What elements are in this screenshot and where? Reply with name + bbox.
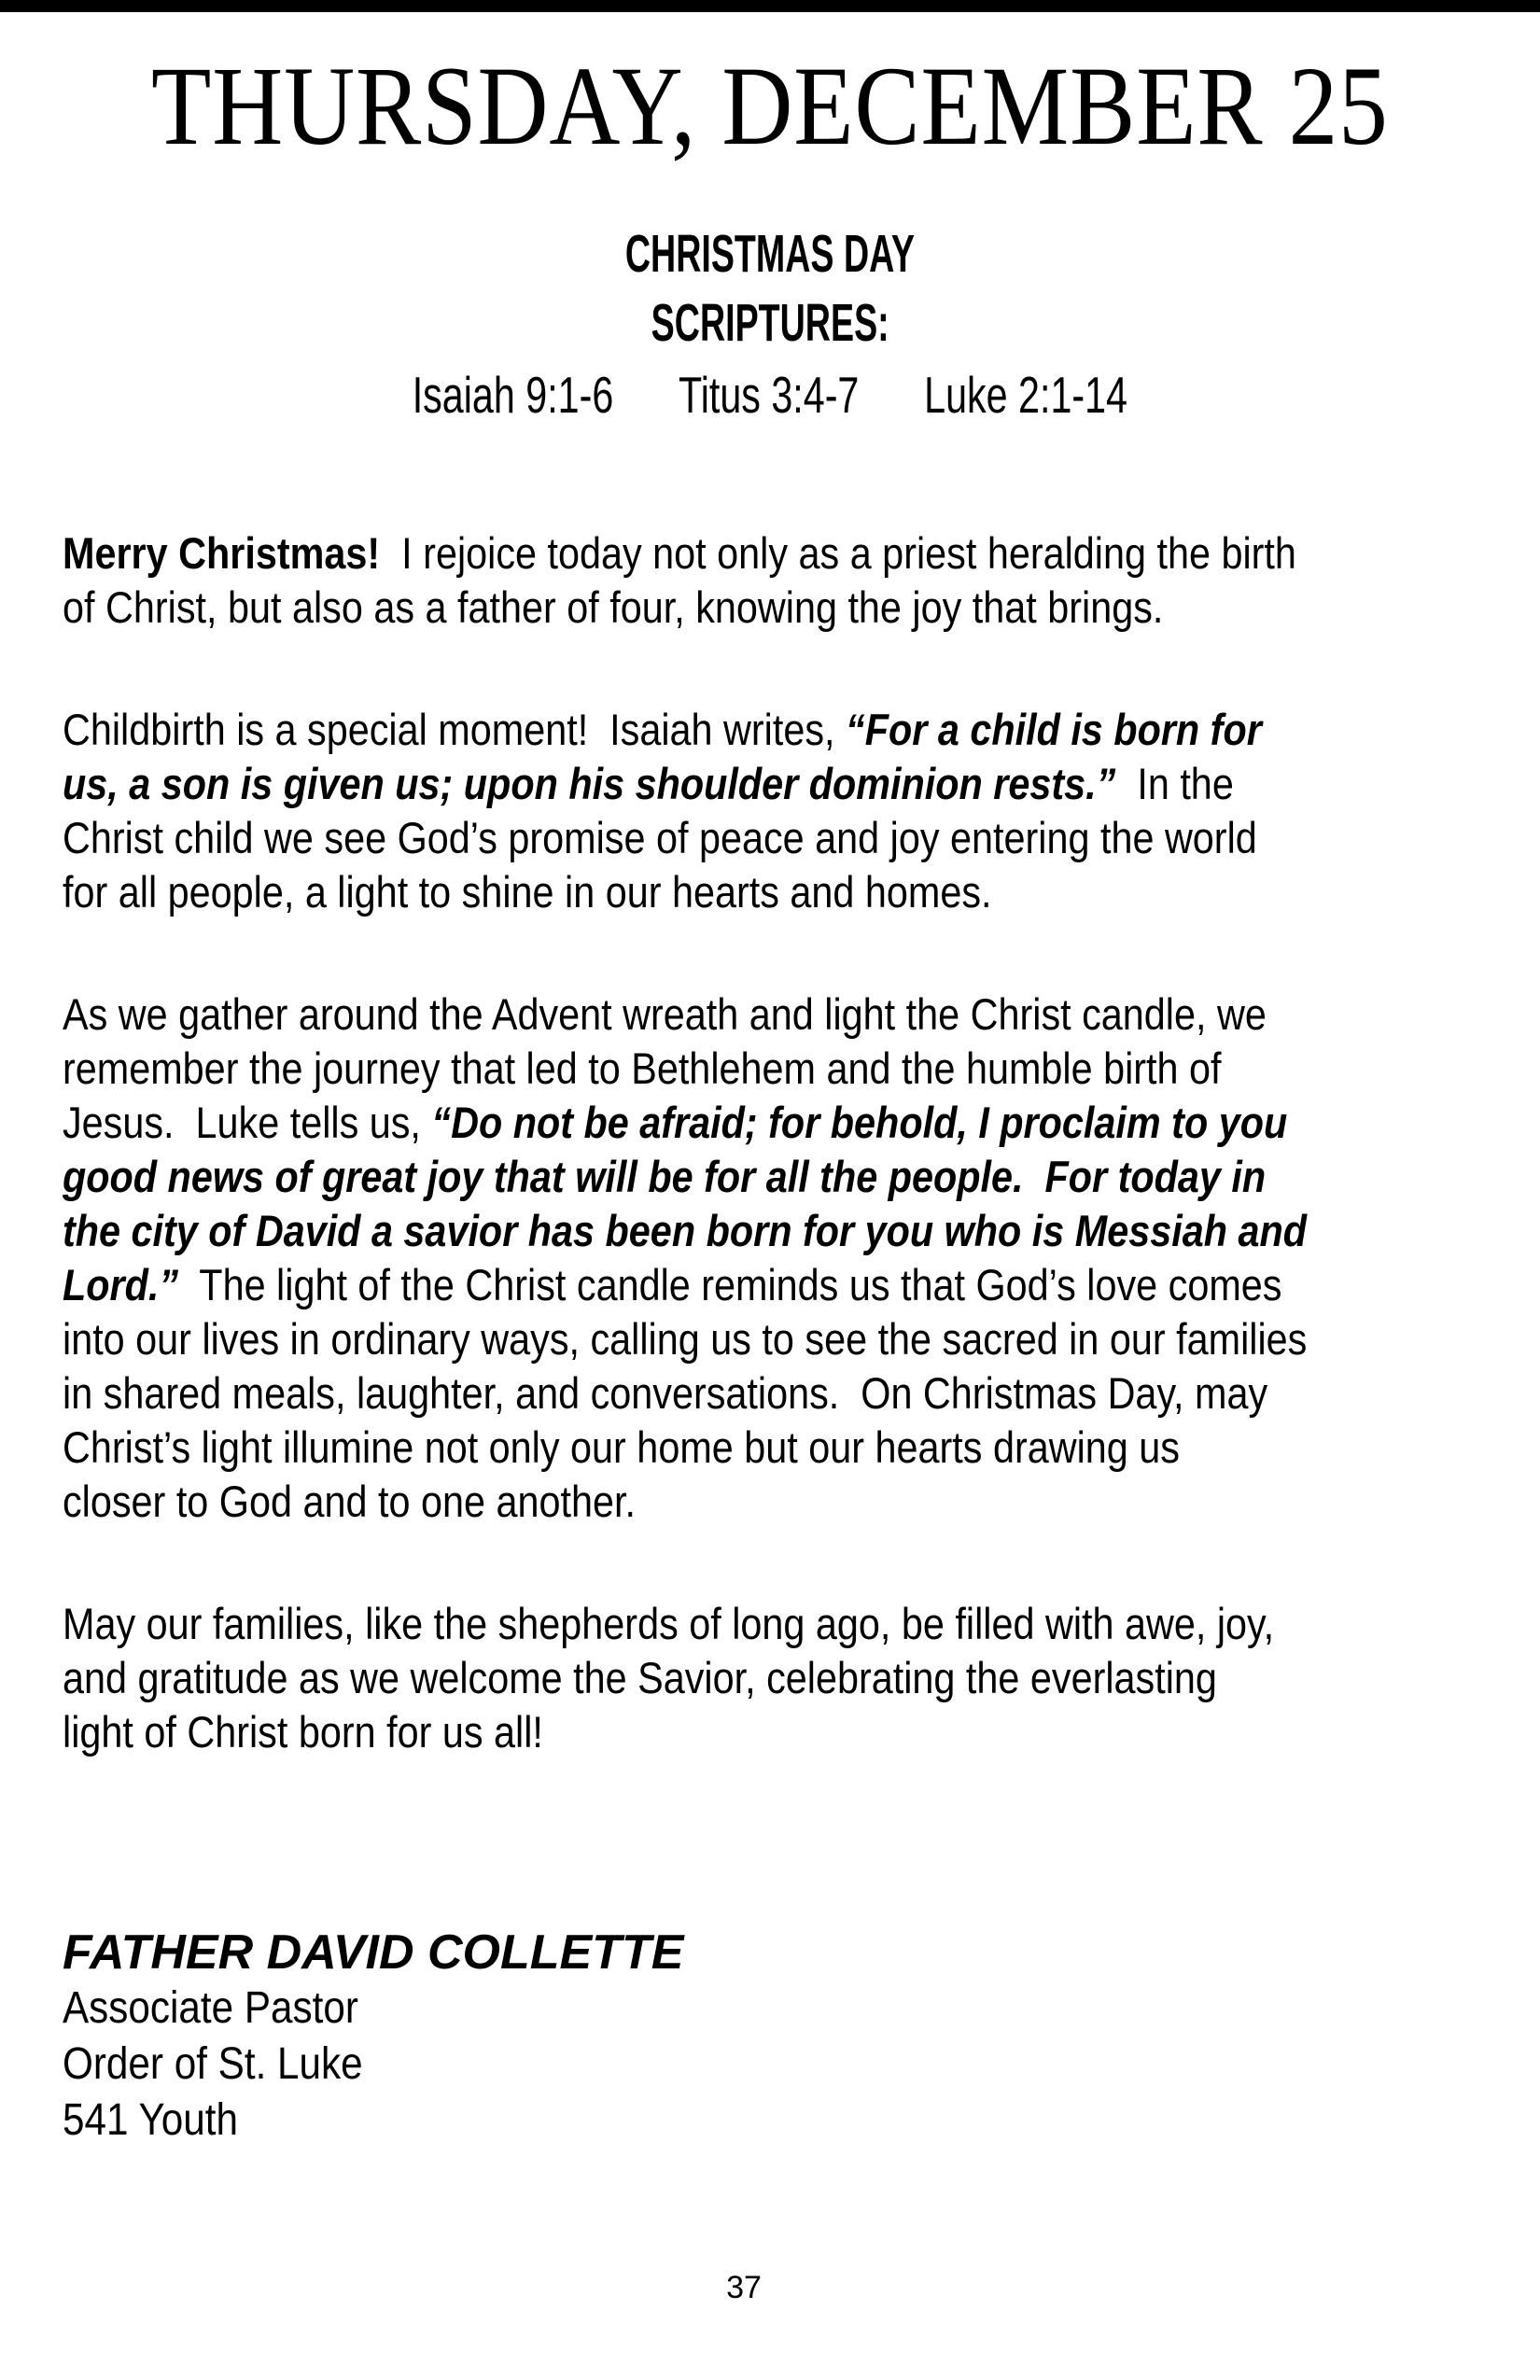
- text-run: and gratitude as we welcome the Savior, celebrating the everlasting: [63, 1653, 1217, 1702]
- subtitle-christmas-day: [0, 225, 1540, 283]
- body-line: [63, 1475, 1508, 1529]
- body-line: [63, 1096, 1508, 1150]
- signature-role: Associate Pastor: [63, 1983, 358, 2033]
- text-run: Jesus. Luke tells us,: [63, 1098, 432, 1147]
- body-line: [63, 526, 1508, 581]
- body-line: [63, 1421, 1508, 1475]
- scripture-ref-luke: Luke 2:1-14: [924, 366, 1128, 424]
- body-line: [63, 1705, 1508, 1759]
- text-run: In the: [1115, 759, 1234, 808]
- body-text: [63, 526, 1508, 1759]
- text-run: remember the journey that led to Bethlehem and the humble birth of: [63, 1043, 1222, 1093]
- scriptures-heading: [0, 294, 1540, 352]
- body-paragraph: [63, 1597, 1508, 1759]
- text-run: Christ’s light illumine not only our home but our hearts drawing us: [63, 1422, 1180, 1472]
- text-run: Lord.”: [63, 1260, 179, 1309]
- scripture-ref-titus: Titus 3:4-7: [679, 366, 860, 424]
- body-line: [63, 1366, 1508, 1421]
- signature-organization: Order of St. Luke: [63, 2039, 363, 2089]
- body-line: [63, 1150, 1508, 1204]
- text-run: The light of the Christ candle reminds us that God’s love comes: [178, 1260, 1282, 1309]
- text-run: good news of great joy that will be for all the people. For today in: [63, 1152, 1267, 1201]
- scriptures-heading-text: SCRIPTURES:: [651, 293, 889, 353]
- text-run: us, a son is given us; upon his shoulder dominion rests.”: [63, 759, 1116, 808]
- body-line: [63, 703, 1508, 757]
- text-run: May our families, like the shepherds of long ago, be filled with awe, joy,: [63, 1599, 1275, 1648]
- text-run: into our lives in ordinary ways, calling us to see the sacred in our families: [63, 1314, 1308, 1364]
- text-run: the city of David a savior has been born for you who is Messiah and: [63, 1206, 1308, 1255]
- text-run: Merry Christmas!: [63, 528, 381, 578]
- scripture-ref-isaiah: Isaiah 9:1-6: [412, 366, 614, 424]
- text-run: Christ child we see God’s promise of peace and joy entering the world: [63, 813, 1257, 862]
- text-run: I rejoice today not only as a priest heralding the birth: [380, 528, 1296, 578]
- text-run: in shared meals, laughter, and conversations. On Christmas Day, may: [63, 1368, 1268, 1418]
- body-line: [63, 1651, 1508, 1705]
- text-run: As we gather around the Advent wreath and light the Christ candle, we: [63, 989, 1267, 1039]
- body-paragraph: [63, 703, 1508, 919]
- body-line: [63, 757, 1508, 811]
- body-line: [63, 581, 1508, 635]
- text-run: light of Christ born for us all!: [63, 1707, 543, 1757]
- body-line: [63, 1597, 1508, 1651]
- signature-block: [63, 1981, 884, 2149]
- body-line: [63, 987, 1508, 1042]
- body-line: [63, 865, 1508, 919]
- scripture-references: [0, 367, 1540, 423]
- page-number: 37: [726, 2270, 762, 2305]
- body-line: [63, 1204, 1508, 1258]
- page-title: [0, 45, 1540, 168]
- text-run: closer to God and to one another.: [63, 1477, 636, 1526]
- text-run: Childbirth is a special moment! Isaiah writes,: [63, 705, 847, 754]
- text-run: for all people, a light to shine in our hearts and homes.: [63, 867, 992, 917]
- page-title-text: THURSDAY, DECEMBER 25: [151, 44, 1389, 169]
- text-run: “For a child is born for: [846, 705, 1262, 754]
- subtitle-text: CHRISTMAS DAY: [624, 224, 916, 284]
- body-paragraph: [63, 987, 1508, 1529]
- text-run: of Christ, but also as a father of four, knowing the joy that brings.: [63, 582, 1164, 632]
- text-run: “Do not be afraid; for behold, I proclaim to you: [431, 1098, 1288, 1147]
- scripture-references-row: [413, 367, 1127, 423]
- body-line: [63, 1258, 1508, 1312]
- signature-name: FATHER DAVID COLLETTE: [63, 1925, 684, 1980]
- body-paragraph: [63, 526, 1508, 635]
- body-line: [63, 811, 1508, 865]
- top-edge-bar: [0, 0, 1540, 12]
- body-line: [63, 1042, 1508, 1096]
- signature-detail: 541 Youth: [63, 2095, 238, 2145]
- body-line: [63, 1312, 1508, 1366]
